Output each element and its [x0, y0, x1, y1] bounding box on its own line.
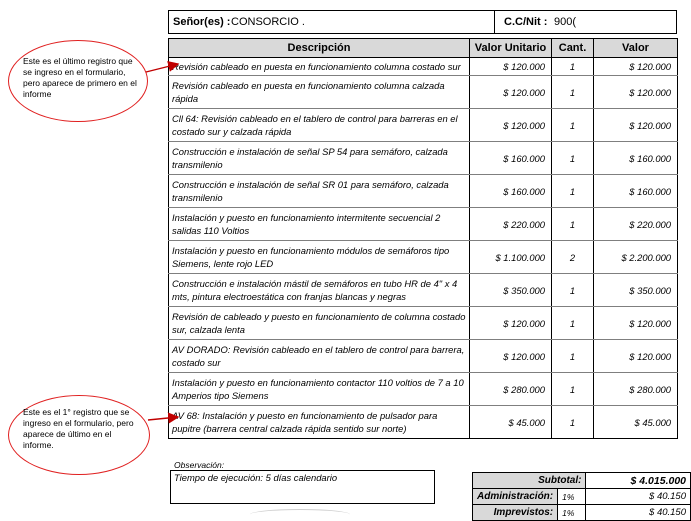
admin-row [473, 489, 691, 505]
admin-value: $ 40.150 [586, 489, 691, 505]
nit-label: C.C/Nit : [504, 16, 548, 28]
row-description: AV 68: Instalación y puesto en funcionamiento de pulsador para pupitre (barrera central calzada rápida sentido sur norte) [169, 406, 470, 439]
row-quantity: 1 [552, 274, 594, 307]
row-quantity: 1 [552, 142, 594, 175]
row-value: $ 160.000 [594, 175, 678, 208]
callout-first-record-text: Este es el 1° registro que se ingreso en el formulario, pero aparece de último en el informe. [23, 407, 134, 450]
row-unit-value: $ 120.000 [470, 109, 552, 142]
col-quantity: Cant. [552, 39, 594, 58]
row-description: Revisión cableado en puesta en funcionamiento columna calzada rápida [169, 76, 470, 109]
row-value: $ 120.000 [594, 109, 678, 142]
col-unit-value: Valor Unitario [470, 39, 552, 58]
row-unit-value: $ 120.000 [470, 58, 552, 76]
row-description: Construcción e instalación de señal SP 54 para semáforo, calzada transmilenio [169, 142, 470, 175]
client-label: Señor(es) : [173, 16, 231, 28]
row-description: AV DORADO: Revisión cableado en el tablero de control para barrera, costado sur [169, 340, 470, 373]
row-quantity: 1 [552, 58, 594, 76]
row-quantity: 1 [552, 76, 594, 109]
row-quantity: 2 [552, 241, 594, 274]
row-description: Cll 64: Revisión cableado en el tablero de control para barreras en el costado sur y calzada rápida [169, 109, 470, 142]
nit-value: 900( [554, 16, 577, 28]
subtotal-value: $ 4.015.000 [586, 473, 691, 489]
row-value: $ 120.000 [594, 58, 678, 76]
row-description: Construcción e instalación de señal SR 01 para semáforo, calzada transmilenio [169, 175, 470, 208]
row-unit-value: $ 120.000 [470, 307, 552, 340]
arrow-to-first-row [146, 64, 178, 72]
row-unit-value: $ 160.000 [470, 142, 552, 175]
observation-label: Observación: [174, 460, 225, 470]
row-value: $ 120.000 [594, 340, 678, 373]
row-quantity: 1 [552, 109, 594, 142]
row-description: Revisión cableado en puesta en funcionamiento columna costado sur [169, 58, 470, 76]
row-unit-value: $ 120.000 [470, 76, 552, 109]
imprevistos-row [473, 505, 691, 521]
col-value: Valor [594, 39, 678, 58]
imprevistos-label: Imprevistos: [473, 505, 558, 521]
row-value: $ 120.000 [594, 76, 678, 109]
row-quantity: 1 [552, 373, 594, 406]
row-value: $ 280.000 [594, 373, 678, 406]
row-description: Revisión de cableado y puesto en funcionamiento de columna costado sur, calzada lenta [169, 307, 470, 340]
client-value: CONSORCIO . [231, 16, 305, 28]
row-unit-value: $ 160.000 [470, 175, 552, 208]
row-value: $ 120.000 [594, 307, 678, 340]
row-quantity: 1 [552, 208, 594, 241]
admin-label: Administración: [473, 489, 558, 505]
row-value: $ 2.200.000 [594, 241, 678, 274]
arrow-to-last-row [148, 417, 178, 420]
row-value: $ 220.000 [594, 208, 678, 241]
row-unit-value: $ 280.000 [470, 373, 552, 406]
observation-text: Tiempo de ejecución: 5 días calendario [174, 472, 338, 483]
observation-box [170, 470, 435, 504]
row-quantity: 1 [552, 307, 594, 340]
row-unit-value: $ 350.000 [470, 274, 552, 307]
row-unit-value: $ 120.000 [470, 340, 552, 373]
subtotal-row [473, 473, 691, 489]
row-description: Instalación y puesto en funcionamiento módulos de semáforos tipo Siemens, lente rojo LED [169, 241, 470, 274]
col-description: Descripción [169, 39, 470, 58]
row-quantity: 1 [552, 175, 594, 208]
row-quantity: 1 [552, 406, 594, 439]
row-value: $ 350.000 [594, 274, 678, 307]
row-description: Instalación y puesto en funcionamiento intermitente secuencial 2 salidas 110 Voltios [169, 208, 470, 241]
row-quantity: 1 [552, 340, 594, 373]
subtotal-label: Subtotal: [473, 473, 586, 489]
row-unit-value: $ 1.100.000 [470, 241, 552, 274]
imprevistos-percent: 1% [558, 505, 586, 521]
row-value: $ 160.000 [594, 142, 678, 175]
row-unit-value: $ 45.000 [470, 406, 552, 439]
totals-table [472, 472, 691, 521]
row-description: Instalación y puesto en funcionamiento contactor 110 voltios de 7 a 10 Amperios tipo Siemens [169, 373, 470, 406]
admin-percent: 1% [558, 489, 586, 505]
row-value: $ 45.000 [594, 406, 678, 439]
row-description: Construcción e instalación mástil de semáforos en tubo HR de 4" x 4 mts, pintura electroestática con franjas blancas y negras [169, 274, 470, 307]
row-unit-value: $ 220.000 [470, 208, 552, 241]
callout-last-record-text: Este es el último registro que se ingreso en el formulario, pero aparece de primero en el informe [23, 56, 137, 99]
imprevistos-value: $ 40.150 [586, 505, 691, 521]
